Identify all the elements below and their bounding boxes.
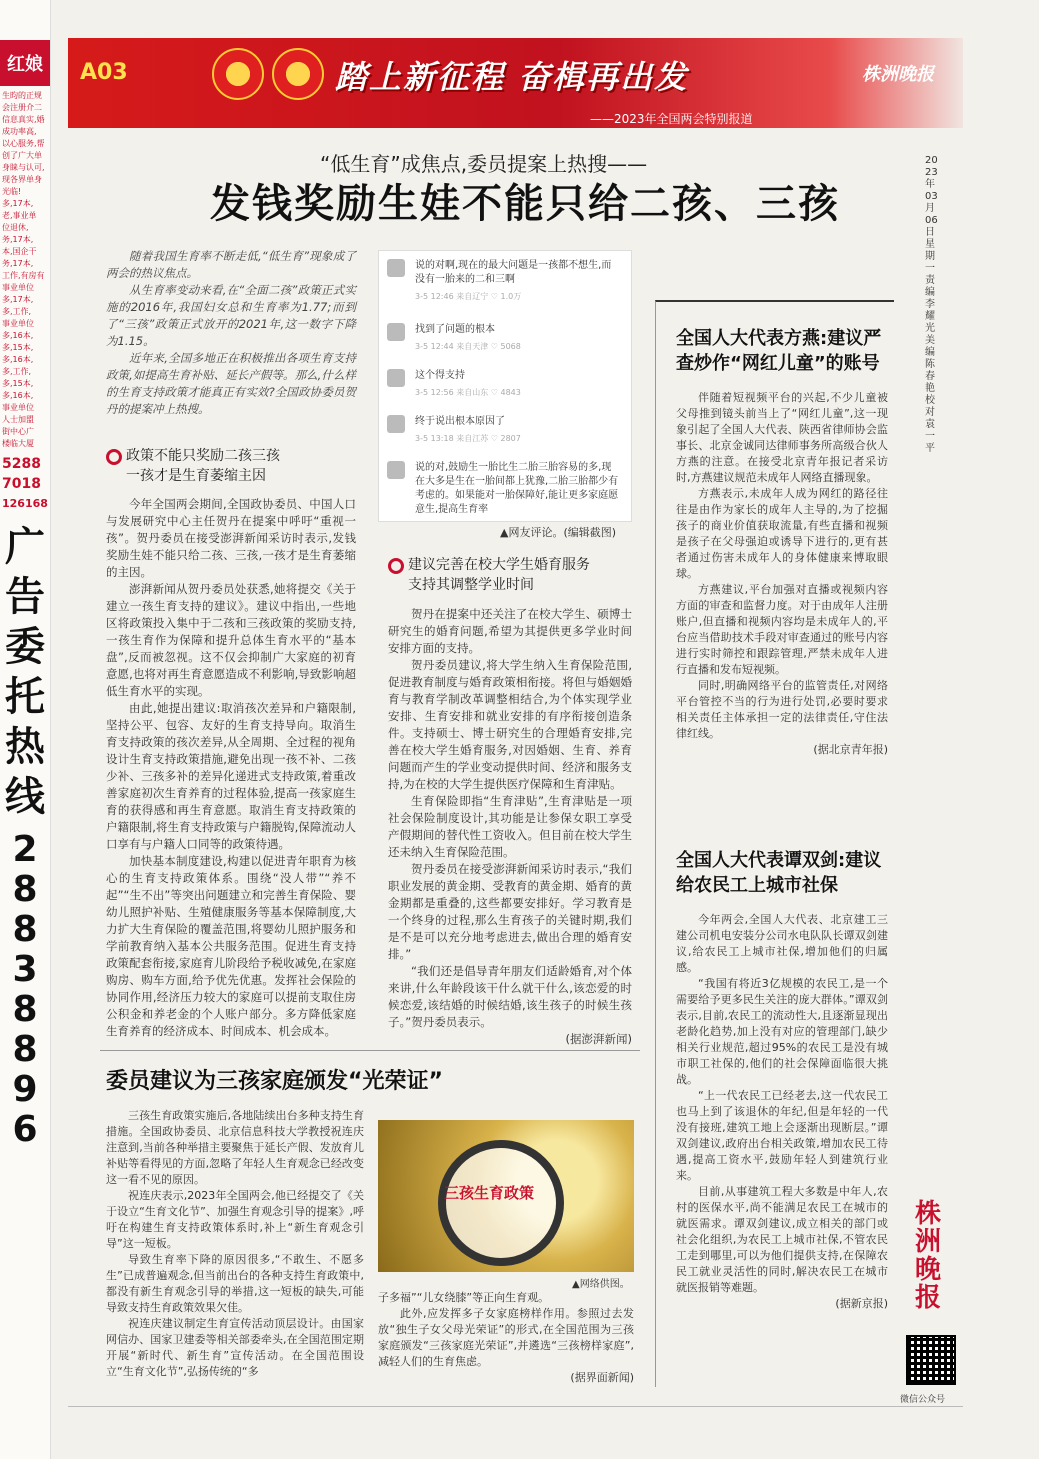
circle-bullet-icon (388, 558, 404, 574)
paragraph: “我们还是倡导青年朋友们适龄婚育,对个体来讲,什么年龄段该干什么就干什么,该恋爱的时候恋爱,该结婚的时候结婚,该生孩子的时候生孩子。”贺丹委员表示。 (388, 964, 632, 1029)
paragraph: “上一代农民工已经老去,这一代农民工也马上到了该退休的年纪,但是年轻的一代没有接班,建筑工地上会逐渐出现断层。”谭双剑建议,政府出台相关政策,增加农民工待遇,提高工资水平,鼓励年轻人到建筑行业来。 (676, 1089, 888, 1182)
qr-label: 微信公众号 (900, 1395, 946, 1405)
comment-item: 这个得支持 3-5 12:56 来自山东 ♡ 4843 (379, 369, 631, 399)
avatar (387, 369, 405, 387)
policy-photo (378, 1120, 634, 1272)
source-credit: (据北京青年报) (813, 743, 888, 756)
edition-info: 2023年03月06日 星期一 责编李耀光 美编陈春艳 校对袁一平 (925, 155, 938, 454)
paragraph: 三孩生育政策实施后,各地陆续出台多种支持生育措施。全国政协委员、北京信息科技大学教授祝连庆注意到,当前各种举措主要聚焦于延长产假、发放育儿补贴等看得见的方面,忽略了年轻人生育观念已经改变这一看不见的原因。 (106, 1109, 364, 1186)
paragraph: 今年全国两会期间,全国政协委员、中国人口与发展研究中心主任贺丹在提案中呼吁“重视一孩”。贺丹委员在接受澎湃新闻采访时表示,发钱奖励生娃不能只给二孩、三孩,一孩才是生育萎缩的主因。 (106, 497, 356, 579)
paragraph: 今年两会,全国人大代表、北京建工三建公司机电安装分公司水电队队长谭双剑建议,给农民工上城市社保,增加他们的归属感。 (676, 913, 888, 974)
ad-hotline-label: 广告委托热线 (5, 524, 45, 820)
cppcc-emblem-icon (272, 48, 324, 100)
avatar (387, 461, 405, 479)
qr-code-icon[interactable] (906, 1335, 956, 1385)
paragraph: 贺丹在提案中还关注了在校大学生、硕博士研究生的婚育问题,希望为其提供更多学业时间安排方面的支持。 (388, 607, 632, 655)
section3-body-right (378, 1290, 634, 1386)
bottom-rule (68, 1406, 963, 1407)
paragraph: 导致生育率下降的原因很多,“不敢生、不愿多生”已成普遍观念,但当前出台的各种支持生育政策中,都没有新生育观念引导的举措,这一短板的缺失,可能导致支持生育政策效果欠佳。 (106, 1253, 364, 1314)
paragraph: 同时,明确网络平台的监管责任,对网络平台管控不当的行为进行处罚,必要时要求相关责任主体承担一定的法律责任,守住法律红线。 (676, 679, 888, 740)
main-headline: 发钱奖励生娃不能只给二孩、三孩 (210, 181, 840, 227)
comment-item: 说的对啊,现在的最大问题是一孩都不想生,而没有一胎来的二和三啊 3-5 12:46 来自辽宁 ♡ 1.0万 (379, 259, 631, 309)
lead-paragraph: 从生育率变动来看,在“全面二孩”政策正式实施的2016年,我国妇女总和生育率为1.77;而到了“三孩”政策正式放开的2021年,这一数字下降为1.15。 (106, 283, 356, 348)
matchmaking-ad-lines: 生昀的正规 会注册介二 信息真实,婚 成功率高, 以心服务,帮 创了广大单 身睐与认可, 现各界单身 光临! 多,17本, 老,事业单 位退休, 务,17本, 本,国企干 务,17本, 工作,有房有 事业单位 多,17本, 多,工作, 事业单位 多,16本, 多,15本, 多,16本, 多,工作, 多,15本, 多,16本, 事业单位 人士加盟 街中心广 楼临大厦 (2, 91, 45, 448)
comment-item: 终于说出根本原因了 3-5 13:18 来自江苏 ♡ 2807 (379, 415, 631, 445)
right-article2-title: 全国人大代表谭双剑:建议给农民工上城市社保 (676, 850, 882, 896)
source-credit: (据澎湃新闻) (565, 1032, 632, 1046)
lead-paragraph: 随着我国生育率不断走低,“低生育”现象成了两会的热议焦点。 (106, 249, 356, 280)
avatar (387, 415, 405, 433)
national-emblem-icon (212, 48, 264, 100)
right-column (655, 300, 894, 1387)
paragraph: 祝连庆建议制定生育宣传活动顶层设计。由国家网信办、国家卫建委等相关部委牵头,在全国范围定期开展“新时代、新生育”宣传活动。在全国范围设立“生育文化节”,弘扬传统的“多 (106, 1317, 364, 1378)
banner-subtitle: ——2023年全国两会特别报道 (590, 112, 753, 126)
paragraph: 由此,她提出建议:取消孩次差异和户籍限制,坚持公平、包容、友好的生育支持导向。取消生育支持政策的孩次差异,从全周期、全过程的视角设计生育支持政策措施,避免出现一孩不补、二孩少补、三孩多补的差异化递进式支持政策,着重改善家庭初次生育养育的过程体验,提高一孩家庭生育的获得感和再生育意愿。取消生育支持政策的户籍限制,将生育支持政策与户籍脱钩,保障流动人口享有与户籍人口同等的政策待遇。 (106, 701, 356, 851)
paragraph: 方燕建议,平台加强对直播或视频内容方面的审查和监督力度。对于由成年人注册账户,但直播和视频内容均是未成年人的,平台应当借助技术手段对审查通过的账号内容进行实时筛控和跟踪管理,严禁未成年人进行直播和发布短视频。 (676, 583, 888, 676)
photo-text: 三孩生育政策 (444, 1184, 535, 1202)
paragraph: 伴随着短视频平台的兴起,不少儿童被父母推到镜头前当上了“网红儿童”,这一现象引起了全国人大代表、陕西省律师协会监事长、北京金诚同达律师事务所高级合伙人方燕的注意。在接受北京青年报记者采访时,方燕建议规范未成年人网络直播现象。 (676, 391, 888, 484)
section3-body-left (106, 1108, 364, 1380)
paragraph: 目前,从事建筑工程大多数是中年人,农村的医保水平,尚不能满足农民工在城市的就医需求。谭双剑建议,成立相关的部门或社会化组织,为农民工上城市社保,不管农民工走到哪里,可以为他们提供支持,在保障农民工就业灵活性的同时,解决农民工在城市就医报销等难题。 (676, 1185, 888, 1294)
phone-number: 126168 (2, 497, 48, 510)
paragraph: 贺丹委员建议,将大学生纳入生育保险范围,促进教育制度与婚育政策相衔接。将但与婚姻婚育与教育学制改革调整相结合,为个体实现学业安排、生育安排和就业安排的有序衔接创造条件。支持硕士、博士研究生的合理婚育安排,完善在校大学生婚育服务,对因婚姻、生育、养育问题而产生的学业变动提供时间、经济和服务支持,为在校的大学生提供医疗保障和生育津贴。 (388, 658, 632, 791)
article-lead (106, 248, 356, 418)
section3-title: 委员建议为三孩家庭颁发“光荣证” (106, 1069, 443, 1094)
adjacent-page-strip (0, 0, 51, 1459)
paragraph: 祝连庆表示,2023年全国两会,他已经提交了《关于设立“生育文化节”、加强生育观念引导的提案》,呼吁在构建生育支持政策体系时,补上“新生育观念引导”这一短板。 (106, 1189, 364, 1250)
phone-number: 7018 (2, 476, 41, 492)
paragraph: 澎湃新闻从贺丹委员处获悉,她将提交《关于建立一孩生育支持的建议》。建议中指出,一些地区将政策投入集中于二孩和三孩政策的奖励支持,一孩生育作为保障和提升总体生育水平的“基本盘”,反而被忽视。这不仅会抑制广大家庭的初育意愿,也将对再生育意愿造成不利影响,导致影响超低生育水平的实现。 (106, 582, 356, 698)
section2-heading: 建议完善在校大学生婚育服务 支持其调整学业时间 (388, 555, 658, 595)
avatar (387, 259, 405, 277)
vertical-newspaper-logo: 株洲晚报 (914, 1199, 941, 1313)
paragraph: 生育保险即指“生育津贴”,生育津贴是一项社会保险制度设计,其功能是让参保女职工享受产假期间的替代性工资收入。但目前在校大学生还未纳入生育保险范围。 (388, 794, 632, 859)
avatar (387, 323, 405, 341)
section1-heading: 政策不能只奖励二孩三孩 一孩才是生育萎缩主因 (106, 446, 376, 486)
screenshot-caption: ▲网友评论。(编辑截图) (500, 526, 617, 539)
matchmaking-header: 红娘 (0, 40, 50, 86)
paragraph: 子多福”“儿女绕膝”等正向生育观。 (378, 1291, 550, 1304)
headline-kicker: “低生育”成焦点,委员提案上热搜—— (320, 152, 648, 176)
magnifier-icon (438, 1140, 564, 1266)
paragraph: 方燕表示,未成年人成为网红的路径往往是由作为家长的成年人主导的,为了挖掘孩子的商业价值获取流量,有些直播和视频是孩子在父母强迫或诱导下进行的,更有甚者通过伤害未成年人的身体健康来博取眼球。 (676, 487, 888, 580)
right-article1-body (676, 390, 888, 758)
section1-body (106, 496, 356, 1040)
section2-body (388, 606, 632, 1048)
source-credit: (据新京报) (835, 1297, 888, 1310)
paragraph: “我国有将近3亿规模的农民工,是一个需要给予更多民生关注的庞大群体。”谭双剑表示,目前,农民工的流动性大,且逐渐显现出老龄化趋势,加上没有对应的管理部门,缺少相关行业规范,超过95%的农民工是没有城市职工社保的,他们的社会保障面临很大挑战。 (676, 977, 888, 1086)
ad-hotline-number: 28838896 (12, 829, 38, 1150)
page-number: A03 (80, 60, 128, 85)
phone-number: 5288 (2, 456, 41, 472)
paragraph: 此外,应发挥多子女家庭榜样作用。参照过去发放“独生子女父母光荣证”的形式,在全国范围为三孩家庭颁发“三孩家庭光荣证”,并遴选“三孩榜样家庭”,减轻人们的生育焦虑。 (378, 1307, 634, 1368)
right-article1-title: 全国人大代表方燕:建议严查炒作“网红儿童”的账号 (676, 328, 882, 374)
right-article2-body (676, 912, 888, 1312)
photo-caption: ▲网络供图。 (572, 1279, 630, 1290)
comments-screenshot (378, 250, 632, 522)
paragraph: 加快基本制度建设,构建以促进青年职育为核心的生育支持政策体系。围绕“没人带”“养不起”“生不出”等突出问题建立和完善生育保险、婴幼儿照护补贴、生殖健康服务等基本保障制度,大力扩大生育保险的覆盖范围,将婴幼儿照护服务和学前教育纳入基本公共服务范围。促进生育支持政策配套衔接,家庭育儿阶段给予税收减免,在家庭购房、购车方面,给予优先优惠。发挥社会保险的协同作用,经济压力较大的家庭可以提前支取住房公积金和养老金的个人账户部分。多方降低家庭生育养育的经济成本、时间成本、机会成本。 (106, 854, 356, 1038)
paragraph: 贺丹委员在接受澎湃新闻采访时表示,“我们职业发展的黄金期、受教育的黄金期、婚育的黄金期都是重叠的,这些都要安排好。学习教育是一个终身的过程,那么生育孩子的关键时期,我们是不是可以充分地考虑进去,做出合理的婚育安排。” (388, 862, 632, 961)
newspaper-logo: 株洲晚报 (862, 64, 934, 85)
section-divider (100, 1050, 640, 1051)
comment-item: 找到了问题的根本 3-5 12:44 来自天津 ♡ 5068 (379, 323, 631, 353)
circle-bullet-icon (106, 449, 122, 465)
comment-item: 说的对,鼓励生一胎比生二胎三胎容易的多,现在大多是生在一胎间都上犹豫,二胎三胎都少有考虑的。如果能对一胎保障好,能让更多家庭愿意生,提高生育率 (379, 461, 631, 517)
source-credit: (据界面新闻) (570, 1371, 634, 1384)
lead-paragraph: 近年来,全国多地正在积极推出各项生育支持政策,如提高生育补贴、延长产假等。那么,什么样的生育支持政策才能真正有实效?全国政协委员贺丹的提案冲上热搜。 (106, 351, 356, 416)
banner-title: 踏上新征程 奋楫再出发 (335, 58, 689, 96)
